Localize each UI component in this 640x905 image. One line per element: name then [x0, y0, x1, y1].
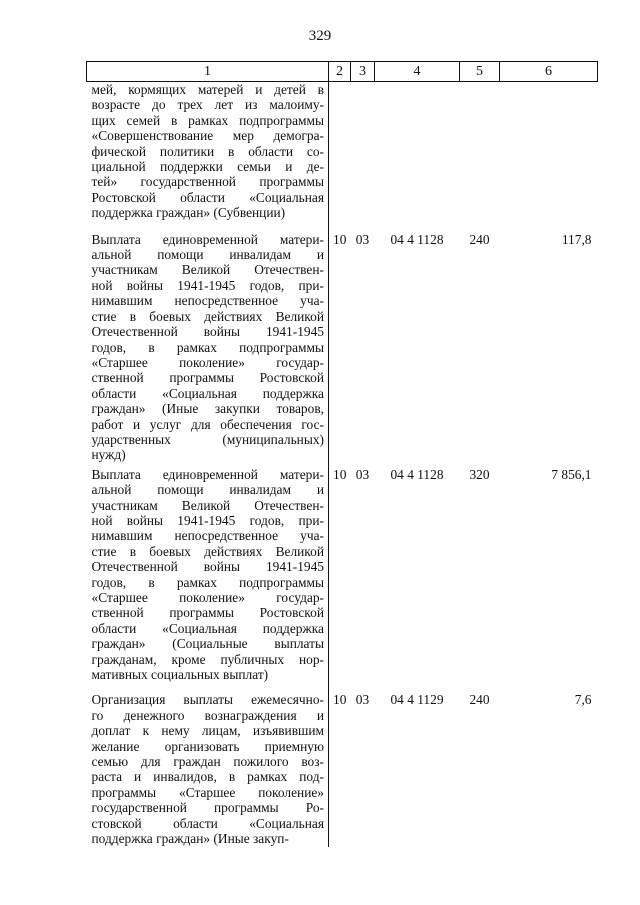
- description-line: стовской области «Социальная: [91, 815, 324, 831]
- amount: [500, 82, 598, 232]
- amount: 117,8: [561, 231, 592, 247]
- page-number: 329: [308, 28, 332, 44]
- table-body: [87, 82, 598, 847]
- description-line: нимавшим непосредственное уча-: [91, 293, 324, 309]
- description-line: нимавшим непосредственное уча-: [91, 528, 324, 544]
- description-line: ударственных (муниципальных): [91, 431, 324, 447]
- section-code: [329, 82, 351, 232]
- description-line: го денежного вознаграждения и: [91, 707, 324, 723]
- description-line: гражданам, кроме публичных нор-: [91, 651, 324, 667]
- description-line: участникам Великой Отечествен-: [91, 262, 324, 278]
- description-line: Выплата единовременной матери-: [91, 466, 324, 482]
- column-header-1: 1: [87, 62, 329, 82]
- description-line: граждан» (Иные закупки товаров,: [91, 401, 324, 417]
- amount: 7,6: [574, 692, 592, 708]
- header-row: [87, 62, 598, 82]
- expense-type-code: [460, 82, 500, 232]
- description-line: государственной программы Ро-: [91, 800, 324, 816]
- subsection-code: 03: [355, 231, 370, 247]
- column-header-5: 5: [460, 62, 500, 82]
- description-line: Организация выплаты ежемесячно-: [91, 692, 324, 708]
- description-line: годов, в рамках подпрограммы: [91, 339, 324, 355]
- description-line: годов, в рамках подпрограммы: [91, 574, 324, 590]
- description-line: желание организовать приемную: [91, 738, 324, 754]
- section-code: 10: [333, 692, 347, 708]
- description-line: циальной поддержки семьи и де-: [91, 159, 324, 175]
- subsection-code: [351, 82, 375, 232]
- description-line: нужд): [91, 447, 126, 463]
- row-description: [87, 692, 329, 846]
- description-line: ственной программы Ростовской: [91, 370, 324, 386]
- table-row: [87, 692, 598, 846]
- section-code: 10: [333, 231, 347, 247]
- description-line: программы «Старшее поколение»: [91, 784, 324, 800]
- description-line: Ростовской области «Социальная: [91, 189, 324, 205]
- expense-type-code: 240: [469, 231, 490, 247]
- description-line: поддержка граждан» (Иные закуп-: [91, 831, 289, 847]
- description-line: раста и инвалидов, в рамках под-: [91, 769, 324, 785]
- description-line: мей, кормящих матерей и детей в: [91, 82, 324, 97]
- description-line: «Старшее поколение» государ-: [91, 590, 324, 605]
- table-row: [87, 82, 598, 232]
- table-row: [87, 232, 598, 467]
- description-line: возрасте до трех лет из малоиму-: [91, 97, 324, 113]
- column-header-4: 4: [375, 62, 460, 82]
- table-row: [87, 467, 598, 693]
- description-line: семью для граждан пожилого воз-: [91, 754, 324, 770]
- description-line: стие в боевых действиях Великой: [91, 543, 324, 559]
- description-line: ной войны 1941-1945 годов, при-: [91, 277, 324, 293]
- description-line: тей» государственной программы: [91, 174, 324, 190]
- description-line: альной помощи инвалидам и: [91, 482, 324, 498]
- description-line: фической политики в области со-: [91, 143, 324, 159]
- description-line: Отечественной войны 1941-1945: [91, 559, 324, 575]
- description-line: области «Социальная поддержка: [91, 385, 324, 401]
- column-header-3: 3: [351, 62, 375, 82]
- description-line: ной войны 1941-1945 годов, при-: [91, 512, 324, 528]
- target-article-code: 04 4 1129: [390, 692, 444, 708]
- description-line: поддержка граждан» (Субвенции): [91, 205, 286, 221]
- column-header-2: 2: [329, 62, 351, 82]
- description-line: Выплата единовременной матери-: [91, 231, 324, 247]
- description-line: граждан» (Социальные выплаты: [91, 636, 324, 652]
- budget-table: [86, 61, 598, 847]
- description-line: Отечественной войны 1941-1945: [91, 324, 324, 340]
- description-line: стие в боевых действиях Великой: [91, 308, 324, 324]
- expense-type-code: 320: [469, 466, 490, 482]
- description-line: альной помощи инвалидам и: [91, 247, 324, 263]
- description-line: «Совершенствование мер демогра-: [91, 128, 324, 144]
- description-line: области «Социальная поддержка: [91, 620, 324, 636]
- section-code: 10: [333, 466, 347, 482]
- description-line: «Старшее поколение» государ-: [91, 354, 324, 370]
- description-line: доплат к нему лицам, изъявившим: [91, 723, 324, 739]
- column-header-6: 6: [500, 62, 598, 82]
- subsection-code: 03: [355, 466, 370, 482]
- description-line: ственной программы Ростовской: [91, 605, 324, 621]
- subsection-code: 03: [355, 692, 370, 708]
- target-article-code: 04 4 1128: [390, 466, 444, 482]
- description-line: участникам Великой Отечествен-: [91, 497, 324, 513]
- amount: 7 856,1: [551, 466, 592, 482]
- target-article-code: [375, 82, 460, 232]
- target-article-code: 04 4 1128: [390, 231, 444, 247]
- row-description: [87, 232, 329, 467]
- expense-type-code: 240: [469, 692, 490, 708]
- table-header: [87, 62, 598, 82]
- description-line: щих семей в рамках подпрограммы: [91, 112, 324, 128]
- description-line: мативных социальных выплат): [91, 667, 269, 683]
- row-description: [87, 82, 329, 232]
- row-description: [87, 467, 329, 693]
- description-line: работ и услуг для обеспечения гос-: [91, 416, 324, 432]
